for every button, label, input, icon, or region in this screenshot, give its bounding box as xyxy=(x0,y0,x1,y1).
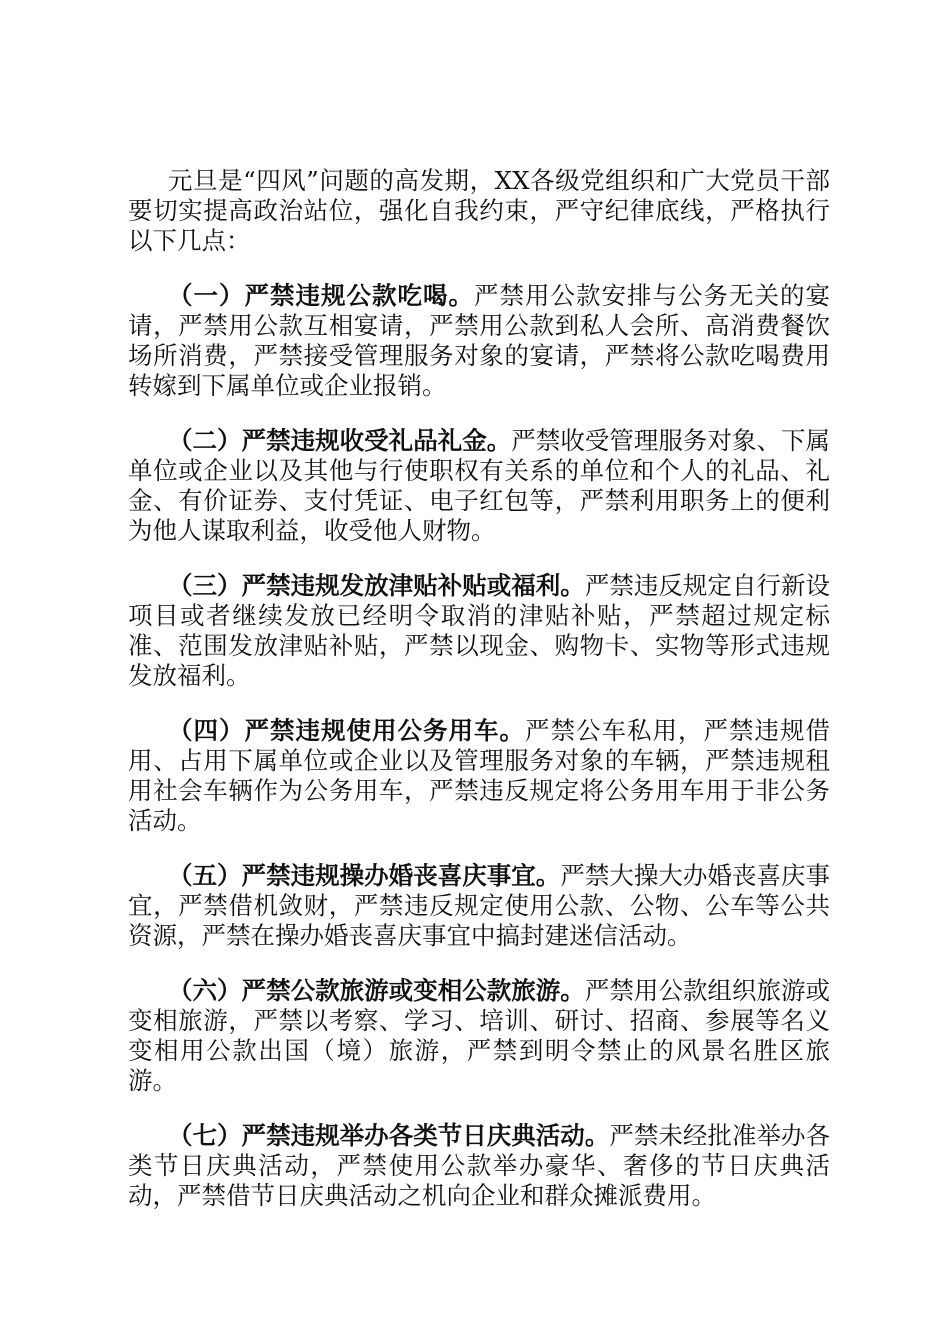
rule-item-4 xyxy=(128,716,830,836)
document-body xyxy=(128,166,830,1236)
rule-item-6 xyxy=(128,976,830,1096)
rule-item-1 xyxy=(128,281,830,401)
rule-item-5 xyxy=(128,861,830,951)
rule-body: 严禁未经批准举办各类节日庆典活动，严禁使用公款举办豪华、奢侈的节日庆典活动，严禁借节日庆典活动之机向企业和群众摊派费用。 xyxy=(128,1121,831,1210)
rule-body: 严禁用公款组织旅游或变相旅游，严禁以考察、学习、培训、研讨、招商、参展等名义变相用公款出国（境）旅游，严禁到明令禁止的风景名胜区旅游。 xyxy=(128,976,831,1095)
rule-heading: （七）严禁违规举办各类节日庆典活动。 xyxy=(168,1121,610,1150)
rule-item-7 xyxy=(128,1121,830,1211)
rule-heading: （一）严禁违规公款吃喝。 xyxy=(168,281,474,310)
rule-body: 严禁公车私用，严禁违规借用、占用下属单位或企业以及管理服务对象的车辆，严禁违规租用社会车辆作为公务用车，严禁违反规定将公务用车用于非公务活动。 xyxy=(128,716,830,835)
rule-heading: （四）严禁违规使用公务用车。 xyxy=(168,716,525,745)
rule-heading: （二）严禁违规收受礼品礼金。 xyxy=(168,426,512,455)
rule-body: 严禁大操大办婚丧喜庆事宜，严禁借机敛财，严禁违反规定使用公款、公物、公车等公共资源，严禁在操办婚丧喜庆事宜中搞封建迷信活动。 xyxy=(128,861,831,950)
intro-paragraph: 元旦是“四风”问题的高发期，XX各级党组织和广大党员干部要切实提高政治站位，强化自我约束，严守纪律底线，严格执行以下几点： xyxy=(128,166,830,255)
rule-body: 严禁用公款安排与公务无关的宴请，严禁用公款互相宴请，严禁用公款到私人会所、高消费餐饮场所消费，严禁接受管理服务对象的宴请，严禁将公款吃喝费用转嫁到下属单位或企业报销。 xyxy=(128,281,830,400)
rule-heading: （五）严禁违规操办婚丧喜庆事宜。 xyxy=(168,861,561,890)
rule-body: 严禁违反规定自行新设项目或者继续发放已经明令取消的津贴补贴，严禁超过规定标准、范围发放津贴补贴，严禁以现金、购物卡、实物等形式违规发放福利。 xyxy=(128,571,831,690)
rule-heading: （三）严禁违规发放津贴补贴或福利。 xyxy=(168,571,585,600)
rule-body: 严禁收受管理服务对象、下属单位或企业以及其他与行使职权有关系的单位和个人的礼品、礼金、有价证券、支付凭证、电子红包等，严禁利用职务上的便利为他人谋取利益，收受他人财物。 xyxy=(128,426,831,545)
rule-item-2 xyxy=(128,426,830,546)
rule-heading: （六）严禁公款旅游或变相公款旅游。 xyxy=(168,976,585,1005)
rule-item-3 xyxy=(128,571,830,691)
